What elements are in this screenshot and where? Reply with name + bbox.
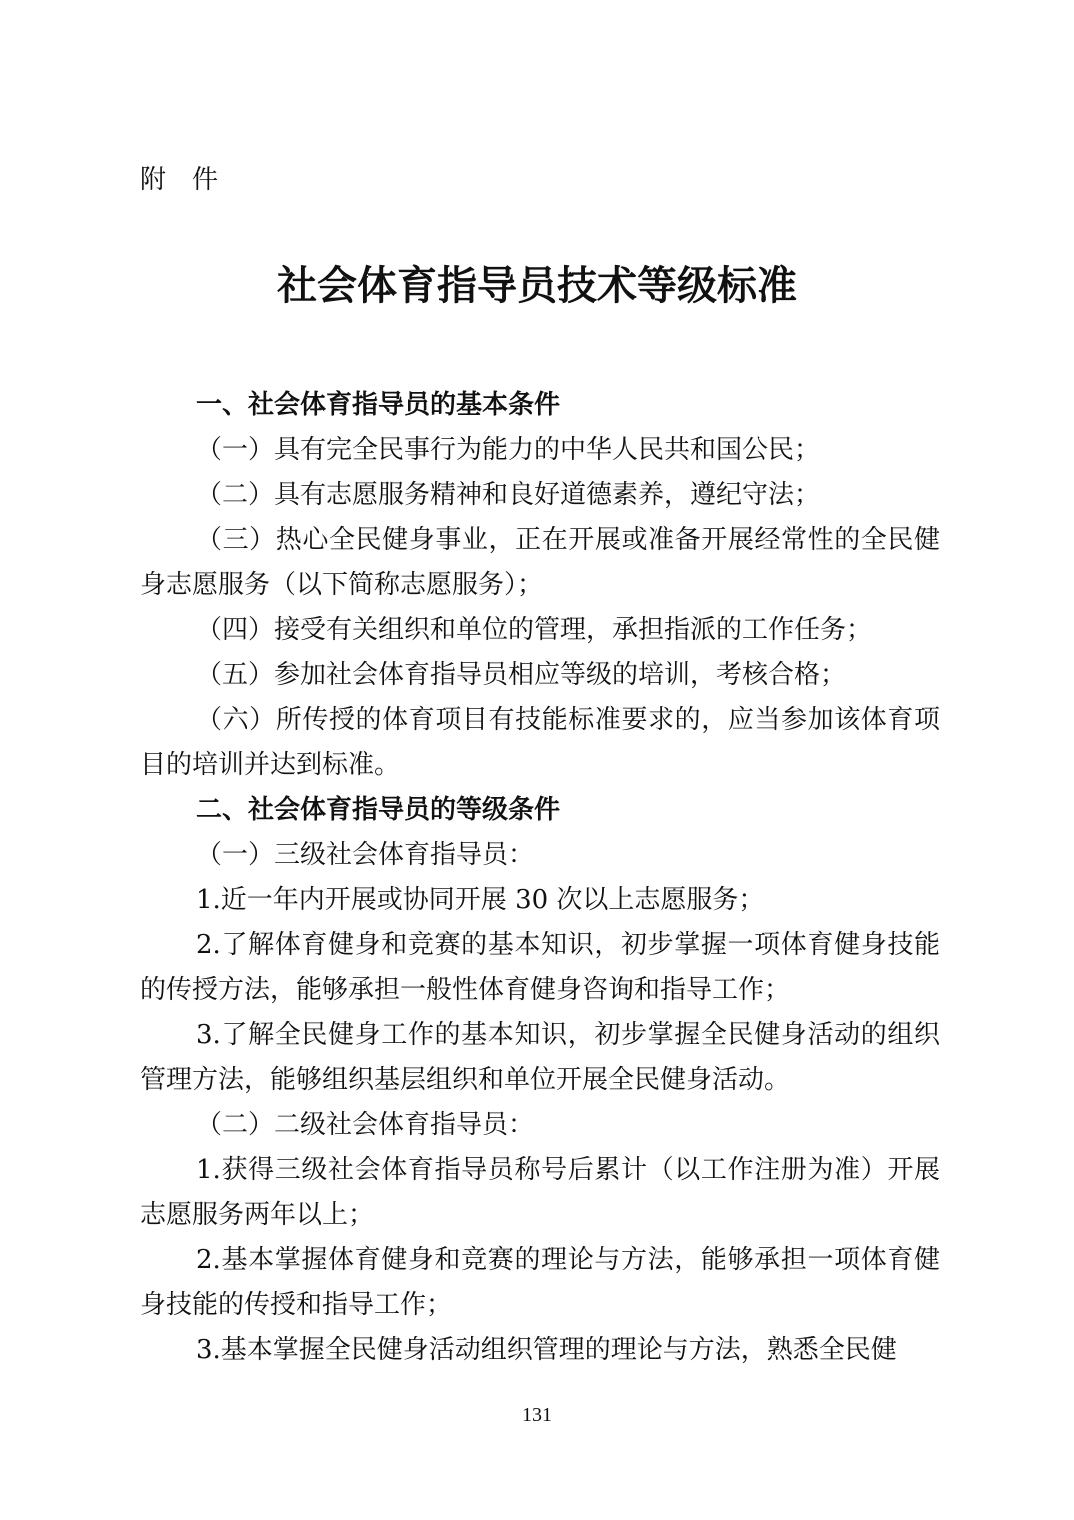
document-title: 社会体育指导员技术等级标准: [277, 262, 797, 309]
paragraph: 1.获得三级社会体育指导员称号后累计（以工作注册为准）开展志愿服务两年以上；: [140, 1155, 940, 1230]
paragraph: （二）具有志愿服务精神和良好道德素养，遵纪守法；: [196, 480, 821, 510]
paragraph: 2.基本掌握体育健身和竞赛的理论与方法，能够承担一项体育健身技能的传授和指导工作；: [140, 1245, 940, 1320]
paragraph: 3.基本掌握全民健身活动组织管理的理论与方法，熟悉全民健: [196, 1335, 897, 1365]
paragraph: （五）参加社会体育指导员相应等级的培训，考核合格；: [196, 660, 847, 690]
section-heading-basic-conditions: 一、社会体育指导员的基本条件: [196, 390, 561, 420]
paragraph: 1.近一年内开展或协同开展 30 次以上志愿服务；: [196, 885, 765, 915]
section-heading-level-conditions: 二、社会体育指导员的等级条件: [196, 795, 561, 825]
attachment-label: 附件: [140, 165, 245, 195]
paragraph: （一）三级社会体育指导员：: [196, 840, 535, 870]
document-body: [140, 383, 940, 1373]
paragraph: （四）接受有关组织和单位的管理，承担指派的工作任务；: [196, 615, 873, 645]
paragraph: （三）热心全民健身事业，正在开展或准备开展经常性的全民健身志愿服务（以下简称志愿服务）；: [140, 525, 940, 600]
paragraph: （六）所传授的体育项目有技能标准要求的，应当参加该体育项目的培训并达到标准。: [140, 705, 940, 780]
paragraph: （二）二级社会体育指导员：: [196, 1110, 535, 1140]
page-number: 131: [522, 1404, 552, 1426]
paragraph: （一）具有完全民事行为能力的中华人民共和国公民；: [196, 435, 821, 465]
paragraph: 3.了解全民健身工作的基本知识，初步掌握全民健身活动的组织管理方法，能够组织基层组织和单位开展全民健身活动。: [140, 1020, 940, 1095]
paragraph: 2.了解体育健身和竞赛的基本知识，初步掌握一项体育健身技能的传授方法，能够承担一般性体育健身咨询和指导工作；: [140, 930, 940, 1005]
